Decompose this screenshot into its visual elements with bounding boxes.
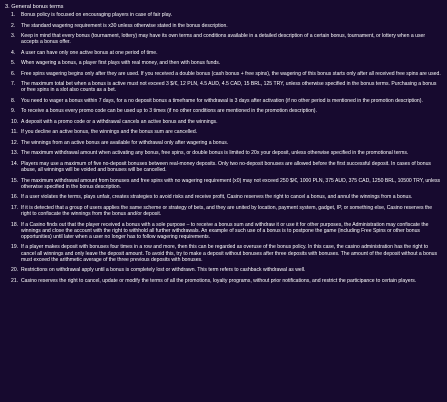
term-item — [11, 70, 443, 77]
terms-list — [4, 12, 443, 284]
term-text: The winnings from an active bonus are available for withdrawal only after wagering a bonus. — [21, 139, 229, 146]
term-text: Free spins wagering begins only after they are used. If you received a double bonus (cash bonus + free spins), the wagering of this bonus starts only after all received free spins are used. — [21, 70, 441, 77]
term-number: 14. — [11, 160, 19, 167]
term-number: 21. — [11, 277, 19, 284]
term-item — [11, 150, 443, 157]
term-number: 20. — [11, 267, 19, 274]
term-item — [11, 244, 443, 263]
term-number: 19. — [11, 244, 19, 251]
term-item — [11, 60, 443, 67]
term-number: 13. — [11, 150, 19, 157]
term-item — [11, 139, 443, 146]
term-item — [11, 33, 443, 46]
term-number: 17. — [11, 204, 19, 211]
term-text: Casino reserves the right to cancel, update or modify the terms of all the promotions, loyalty programs, without prior notifications, and restrict the participance to certain players. — [21, 277, 417, 284]
term-text: Keep in mind that every bonus (tournament, lottery) may have its own terms and conditions available in a detailed description of a certain bonus, tournament, or lottery when a user accepts a bonus offer. — [21, 33, 426, 46]
term-text: The maximum total bet when a bonus is active must not exceed 3 $/€, 12 PLN, 4.5 AUD, 4.5 CAD, 15 BRL, 125 TRY, unless otherwise specified in the bonus terms. Purchasing a bonus or free spins in a slot also counts as a bet. — [21, 81, 437, 94]
term-text: Bonus policy is focused on encouraging players in case of fair play. — [21, 12, 173, 18]
term-text: If it is detected that a group of users applies the same scheme or strategy of bets, and they are united by location, payment system, gadget, IP, or something else, Casino reserves the right to confiscate the winnings from the bonus and/or deposit. — [21, 204, 433, 218]
term-text: The maximum withdrawal amount when activating any bonus, free spins, or double bonus is limited to 20x your deposit, unless otherwise specified in the promotional terms. — [21, 150, 409, 157]
term-text: The standard wagering requirement is x30 unless otherwise stated in the bonus description. — [21, 22, 228, 29]
term-text: If a user violates the terms, plays unfair, creates strategies to avoid risks and receive profit, Casino reserves the right to cancel a bonus, and annul the winnings from a bonus. — [21, 194, 413, 201]
term-number: 10. — [11, 118, 19, 125]
term-item — [11, 97, 443, 104]
term-item — [11, 204, 443, 218]
term-item — [11, 221, 443, 241]
term-text: Players may use a maximum of five no-deposit bonuses between real-money deposits. Only two no-deposit bonuses are allowed before the first successful deposit. In cases of bonus abuse, all winnings will be voided and bonuses will be cancelled. — [21, 160, 431, 174]
term-number: 2. — [11, 22, 16, 29]
term-item — [11, 177, 443, 190]
term-number: 1. — [11, 12, 16, 18]
term-item — [11, 129, 443, 136]
term-text: To receive a bonus every promo code can be used up to 3 times (if no other conditions are mentioned in the promotion description). — [21, 108, 317, 115]
term-item — [11, 22, 443, 29]
term-text: A user can have only one active bonus at one period of time. — [21, 49, 158, 56]
term-item — [11, 160, 443, 174]
term-text: You need to wager a bonus within 7 days, for a no deposit bonus a timeframe for withdrawal is 3 days after activation (if no other period is mentioned in the promotion description). — [21, 97, 423, 104]
term-item — [11, 49, 443, 56]
term-number: 15. — [11, 177, 19, 184]
term-item — [11, 81, 443, 94]
term-text: If a Casino finds out that the player received a bonus with a sole purpose – to receive a bonus sum and withdraw it or use it for other purposes, the Administration may confiscate the winnings and close the account with the right to withhold all further withdrawals. An example of such use of a bonus is to postpone the game (including Free Spins or other bonus opportunities) until later when a user no longer has to follow wagering requirements. — [21, 221, 429, 240]
term-number: 7. — [11, 81, 16, 88]
term-number: 5. — [11, 60, 16, 67]
term-number: 11. — [11, 129, 18, 136]
term-number: 4. — [11, 49, 16, 56]
term-item — [11, 118, 443, 125]
term-item — [11, 194, 443, 201]
term-number: 3. — [11, 33, 16, 39]
section-title: 3. General bonus terms — [5, 4, 64, 10]
term-item — [11, 108, 443, 115]
term-text: When wagering a bonus, a player first plays with real money, and then with bonus funds. — [21, 60, 221, 67]
term-text: A deposit with a promo code or a withdrawal cancels an active bonus and the winnings. — [21, 118, 218, 125]
term-text: The maximum withdrawal amount from bonuses and free spins with no wagering requirement (x0) may not exceed 250 $/€, 1000 PLN, 375 AUD, 375 CAD, 1250 BRL, 10500 TRY, unless otherwise specified in the bonus description. — [21, 177, 441, 190]
term-number: 9. — [11, 108, 16, 115]
term-number: 18. — [11, 221, 19, 228]
term-number: 8. — [11, 97, 16, 104]
term-number: 16. — [11, 194, 19, 201]
term-number: 6. — [11, 70, 16, 77]
term-number: 12. — [11, 139, 19, 146]
term-text: If a player makes deposit with bonuses four times in a row and more, then this can be regarded as overuse of the bonus policy. In this case, the casino administration has the right to cancel all winnings and only leave the deposit amount. To avoid this, try to make a deposit without bonuses after three deposits with bonuses. The amount of the deposit without a bonus must exceed the arithmetic average of the three previous deposits with bonuses. — [21, 244, 438, 263]
term-item — [11, 277, 443, 284]
term-item — [11, 12, 443, 18]
term-text: If you decline an active bonus, the winnings and the bonus sum are cancelled. — [21, 129, 198, 136]
term-item — [11, 267, 443, 274]
term-text: Restrictions on withdrawal apply until a bonus is completely lost or withdrawn. This term refers to cashback withdrawal as well. — [21, 267, 306, 274]
